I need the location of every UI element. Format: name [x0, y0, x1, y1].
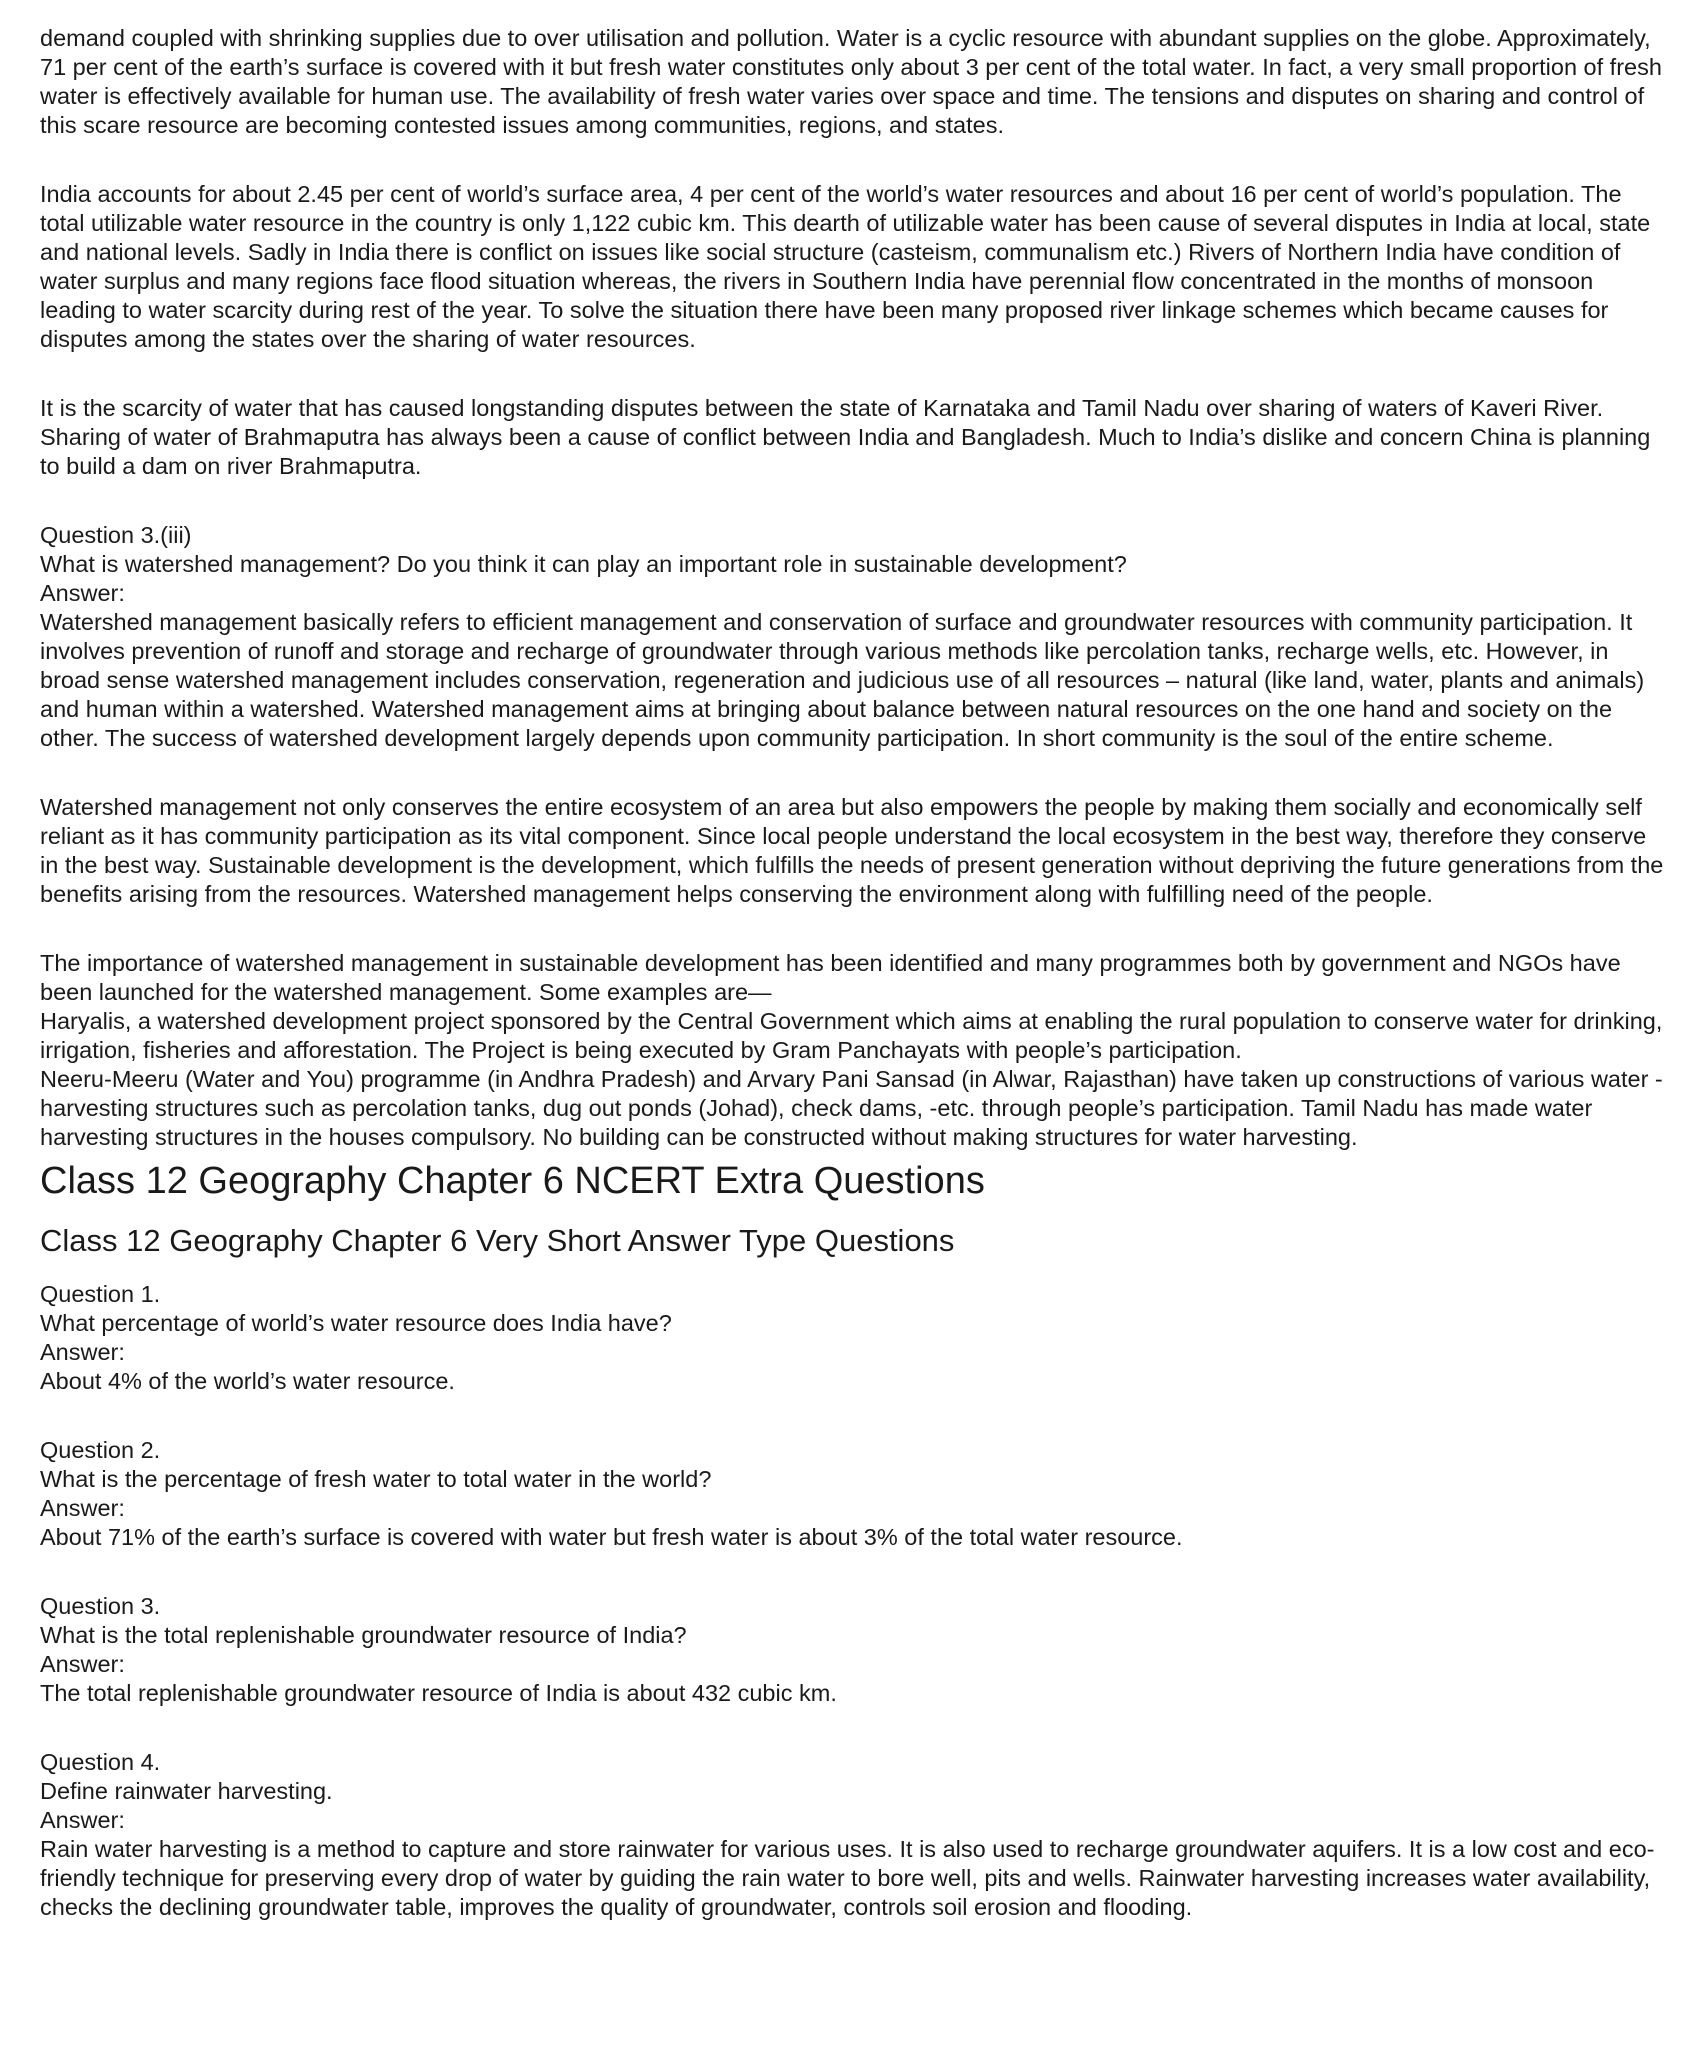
- answer-text: About 71% of the earth’s surface is covered with water but fresh water is about 3% of the total water resource.: [40, 1524, 1183, 1550]
- answer-text: About 4% of the world’s water resource.: [40, 1368, 455, 1394]
- answer-label: Answer:: [40, 1807, 125, 1833]
- answer-text: Watershed management basically refers to efficient management and conservation of surface and groundwater resources with community participation. It involves prevention of runoff and storage and recharge of groundwater through various methods like percolation tanks, recharge wells, etc. However, in broad sense watershed management includes conservation, regeneration and judicious use of all resources – natural (like land, water, plants and animals) and human within a watershed. Watershed management aims at bringing about balance between natural resources on the one hand and society on the other. The success of watershed development largely depends upon community participation. In short community is the soul of the entire scheme.: [40, 609, 1645, 751]
- subsection-heading: Class 12 Geography Chapter 6 Very Short Answer Type Questions: [40, 1223, 955, 1258]
- answer-text: The total replenishable groundwater resource of India is about 432 cubic km.: [40, 1680, 837, 1706]
- paragraph-water-demand: demand coupled with shrinking supplies due to over utilisation and pollution. Water is a cyclic resource with abundant supplies on the globe. Approximately, 71 per cent of the earth’s surface is covered with it but fresh water constitutes only about 3 per cent of the total water. In fact, a very small proportion of fresh water is effectively available for human use. The availability of fresh water varies over space and time. The tensions and disputes on sharing and control of this scare resource are becoming contested issues among communities, regions, and states.: [40, 25, 1662, 138]
- question-text: Define rainwater harvesting.: [40, 1778, 333, 1804]
- example-haryalis: Haryalis, a watershed development project sponsored by the Central Government which aims at enabling the rural population to conserve water for drinking, irrigation, fisheries and afforestation. The Project is being executed by Gram Panchayats with people’s participation.: [40, 1008, 1663, 1063]
- question-3: [40, 1592, 1670, 1708]
- question-label: Question 4.: [40, 1749, 161, 1775]
- paragraph-india-water: India accounts for about 2.45 per cent of world’s surface area, 4 per cent of the world’s water resources and about 16 per cent of world’s population. The total utilizable water resource in the country is only 1,122 cubic km. This dearth of utilizable water has been cause of several disputes in India at local, state and national levels. Sadly in India there is conflict on issues like social structure (casteism, communalism etc.) Rivers of Northern India have condition of water surplus and many regions face flood situation whereas, the rivers in Southern India have perennial flow concentrated in the months of monsoon leading to water scarcity during rest of the year. To solve the situation there have been many proposed river linkage schemes which became causes for disputes among the states over the sharing of water resources.: [40, 181, 1651, 352]
- question-label: Question 1.: [40, 1281, 161, 1307]
- question-text: What percentage of world’s water resource does India have?: [40, 1310, 672, 1336]
- question-label: Question 3.: [40, 1593, 161, 1619]
- question-3-iii: [40, 521, 1670, 753]
- answer-text: Rain water harvesting is a method to capture and store rainwater for various uses. It is also used to recharge groundwater aquifers. It is a low cost and eco-friendly technique for preserving every drop of water by guiding the rain water to bore well, pits and wells. Rainwater harvesting increases water availability, checks the declining groundwater table, improves the quality of groundwater, controls soil erosion and flooding.: [40, 1836, 1655, 1920]
- question-2: [40, 1436, 1670, 1552]
- question-text: What is the percentage of fresh water to total water in the world?: [40, 1466, 712, 1492]
- paragraph-water-disputes: It is the scarcity of water that has caused longstanding disputes between the state of Karnataka and Tamil Nadu over sharing of waters of Kaveri River. Sharing of water of Brahmaputra has always been a cause of conflict between India and Bangladesh. Much to India’s dislike and concern China is planning to build a dam on river Brahmaputra.: [40, 395, 1651, 479]
- question-text: What is the total replenishable groundwater resource of India?: [40, 1622, 687, 1648]
- example-neeru-meeru: Neeru-Meeru (Water and You) programme (in Andhra Pradesh) and Arvary Pani Sansad (in Alwar, Rajasthan) have taken up constructions of various water -harvesting structures such as percolation tanks, dug out ponds (Johad), check dams, -etc. through people’s participation. Tamil Nadu has made water harvesting structures in the houses compulsory. No building can be constructed without making structures for water harvesting.: [40, 1066, 1663, 1150]
- examples-intro: The importance of watershed management in sustainable development has been identified and many programmes both by government and NGOs have been launched for the watershed management. Some examples are—: [40, 950, 1621, 1005]
- question-label: Question 2.: [40, 1437, 161, 1463]
- question-label: Question 3.(iii): [40, 522, 192, 548]
- answer-label: Answer:: [40, 1339, 125, 1365]
- question-text: What is watershed management? Do you think it can play an important role in sustainable development?: [40, 551, 1127, 577]
- answer-examples: [40, 949, 1670, 1152]
- answer-label: Answer:: [40, 1651, 125, 1677]
- document-body: [40, 24, 1670, 1922]
- answer-paragraph-2: Watershed management not only conserves the entire ecosystem of an area but also empowers the people by making them socially and economically self reliant as it has community participation as its vital component. Since local people understand the local ecosystem in the best way, therefore they conserve in the best way. Sustainable development is the development, which fulfills the needs of present generation without depriving the future generations from the benefits arising from the resources. Watershed management helps conserving the environment along with fulfilling need of the people.: [40, 794, 1664, 907]
- section-heading: Class 12 Geography Chapter 6 NCERT Extra Questions: [40, 1160, 985, 1202]
- answer-label: Answer:: [40, 580, 125, 606]
- answer-label: Answer:: [40, 1495, 125, 1521]
- question-4: [40, 1748, 1670, 1922]
- question-1: [40, 1280, 1670, 1396]
